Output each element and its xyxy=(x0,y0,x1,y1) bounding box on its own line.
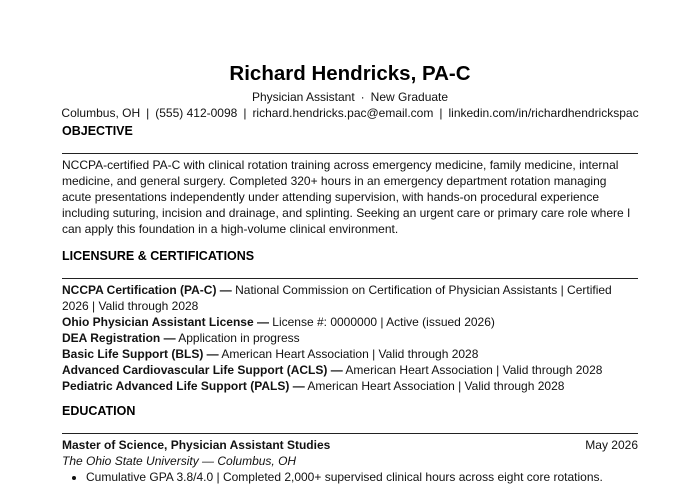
subtitle-separator: · xyxy=(360,90,365,104)
certifications-section xyxy=(62,249,638,394)
certification-detail: License #: 0000000 | Active (issued 2026) xyxy=(268,315,495,329)
contact-location: Columbus, OH xyxy=(61,106,141,120)
education-bullets xyxy=(62,469,638,485)
certification-name: Advanced Cardiovascular Life Support (ACLS) — xyxy=(62,363,343,377)
certification-detail: American Heart Association | Valid through 2028 xyxy=(304,379,565,393)
contact-phone: (555) 412-0098 xyxy=(155,106,238,120)
certification-item xyxy=(62,330,638,346)
candidate-subtitle xyxy=(0,90,700,105)
certification-name: Pediatric Advanced Life Support (PALS) — xyxy=(62,379,305,393)
certification-name: DEA Registration — xyxy=(62,331,176,345)
certification-item xyxy=(62,362,638,378)
education-bullet: • Cumulative GPA 3.8/4.0 | Completed 2,000+ supervised clinical hours across eight core rotations. xyxy=(86,469,638,485)
certification-item xyxy=(62,282,638,314)
education-entry xyxy=(62,434,638,485)
career-status: New Graduate xyxy=(370,90,449,104)
resume-header xyxy=(0,0,700,121)
certification-item xyxy=(62,314,638,330)
education-degree: Master of Science, Physician Assistant Studies xyxy=(62,438,331,452)
resume-content xyxy=(62,124,638,485)
contact-line xyxy=(0,106,700,121)
objective-heading: OBJECTIVE xyxy=(62,124,638,154)
certification-name: Ohio Physician Assistant License — xyxy=(62,315,269,329)
certification-name: NCCPA Certification (PA-C) — xyxy=(62,283,232,297)
certification-item xyxy=(62,378,638,394)
education-date: May 2026 xyxy=(585,438,638,452)
education-school: The Ohio State University — Columbus, OH xyxy=(62,454,297,468)
certification-detail: American Heart Association | Valid through 2028 xyxy=(342,363,603,377)
education-heading: EDUCATION xyxy=(62,404,638,434)
contact-email: richard.hendricks.pac@email.com xyxy=(252,106,434,120)
certification-name: Basic Life Support (BLS) — xyxy=(62,347,219,361)
candidate-name: Richard Hendricks, PA-C xyxy=(229,62,471,85)
job-title: Physician Assistant xyxy=(251,90,355,104)
contact-separator: | xyxy=(439,106,443,120)
contact-separator: | xyxy=(146,106,150,120)
certifications-list xyxy=(62,279,638,394)
contact-linkedin: linkedin.com/in/richardhendrickspac xyxy=(448,106,639,120)
objective-text: NCCPA-certified PA-C with clinical rotation training across emergency medicine, family medicine, internal medicine, and general surgery. Completed 320+ hours in an emergency department rotation managing acute presentations independently under attending supervision, with hands-on procedural experience including suturing, incision and drainage, and splinting. Seeking an urgent care or primary care role where I can apply this foundation in a high-volume clinical environment. xyxy=(62,158,631,236)
contact-separator: | xyxy=(243,106,247,120)
certification-detail: Application in progress xyxy=(175,331,300,345)
education-section xyxy=(62,404,638,485)
certifications-heading: LICENSURE & CERTIFICATIONS xyxy=(62,249,638,279)
certification-detail: National Commission on Certification of Physician Assistants | Certified 2026 | Valid through 2028 xyxy=(62,283,612,313)
certification-item xyxy=(62,346,638,362)
certification-detail: American Heart Association | Valid through 2028 xyxy=(218,347,479,361)
objective-section xyxy=(62,124,638,237)
